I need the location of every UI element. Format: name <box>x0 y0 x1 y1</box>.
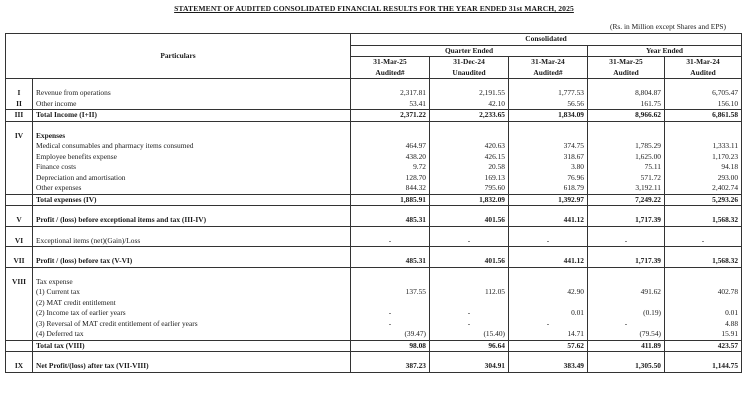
table-row <box>6 141 742 152</box>
row-label: Other income <box>33 99 351 110</box>
value-cell: 42.90 <box>509 287 588 298</box>
value-cell: 441.12 <box>509 256 588 267</box>
value-cell: 401.56 <box>430 256 509 267</box>
value-cell: 1,568.32 <box>665 256 742 267</box>
value-cell: 75.11 <box>588 162 665 173</box>
value-cell: 485.31 <box>351 215 430 226</box>
row-number: VIII <box>6 277 33 288</box>
empty-cell <box>665 121 742 131</box>
table-row <box>6 152 742 163</box>
empty-cell <box>665 267 742 277</box>
row-number: III <box>6 110 33 122</box>
value-cell: 1,717.39 <box>588 256 665 267</box>
empty-cell <box>351 206 430 216</box>
row-number: VII <box>6 256 33 267</box>
row-label: (2) MAT credit entitlement <box>33 298 351 309</box>
value-cell: - <box>509 319 588 330</box>
row-number <box>6 152 33 163</box>
row-number: V <box>6 215 33 226</box>
row-number <box>6 162 33 173</box>
value-cell: - <box>351 236 430 247</box>
value-cell <box>351 277 430 288</box>
row-label: (2) Income tax of earlier years <box>33 308 351 319</box>
value-cell: - <box>351 319 430 330</box>
empty-cell <box>509 267 588 277</box>
empty-cell <box>6 352 33 362</box>
empty-cell <box>665 352 742 362</box>
value-cell: 2,402.74 <box>665 183 742 194</box>
value-cell: 15.91 <box>665 329 742 340</box>
value-cell: 53.41 <box>351 99 430 110</box>
value-cell: 56.56 <box>509 99 588 110</box>
value-cell: 161.75 <box>588 99 665 110</box>
value-cell: - <box>588 236 665 247</box>
table-row <box>6 215 742 226</box>
table-row <box>6 329 742 340</box>
value-cell: 1,170.23 <box>665 152 742 163</box>
value-cell: 571.72 <box>588 173 665 184</box>
consolidated-header: Consolidated <box>351 34 742 46</box>
value-cell: 438.20 <box>351 152 430 163</box>
empty-cell <box>588 206 665 216</box>
value-cell: 844.32 <box>351 183 430 194</box>
value-cell: 383.49 <box>509 361 588 372</box>
financial-results-table <box>5 33 742 373</box>
value-cell: 156.10 <box>665 99 742 110</box>
empty-cell <box>6 206 33 216</box>
value-cell: 169.13 <box>430 173 509 184</box>
empty-cell <box>6 121 33 131</box>
value-cell: 2,317.81 <box>351 88 430 99</box>
row-label: Profit / (loss) before tax (V-VI) <box>33 256 351 267</box>
row-number <box>6 287 33 298</box>
value-cell: 1,834.09 <box>509 110 588 122</box>
table-row <box>6 277 742 288</box>
empty-cell <box>430 226 509 236</box>
value-cell: 401.56 <box>430 215 509 226</box>
value-cell: 318.67 <box>509 152 588 163</box>
value-cell: 618.79 <box>509 183 588 194</box>
value-cell: 423.57 <box>665 340 742 352</box>
period-header: 31-Mar-25 <box>588 57 665 68</box>
empty-cell <box>588 247 665 257</box>
value-cell: 304.91 <box>430 361 509 372</box>
value-cell: - <box>351 308 430 319</box>
empty-cell <box>588 79 665 89</box>
value-cell: 1,717.39 <box>588 215 665 226</box>
quarter-ended-header: Quarter Ended <box>351 45 588 57</box>
empty-cell <box>509 121 588 131</box>
value-cell: - <box>588 319 665 330</box>
value-cell: (0.19) <box>588 308 665 319</box>
value-cell: 8,966.62 <box>588 110 665 122</box>
row-number <box>6 308 33 319</box>
table-row <box>6 319 742 330</box>
empty-cell <box>509 352 588 362</box>
row-number <box>6 319 33 330</box>
empty-cell <box>430 267 509 277</box>
particulars-header: Particulars <box>6 34 351 79</box>
empty-cell <box>33 206 351 216</box>
empty-cell <box>6 247 33 257</box>
period-header: 31-Mar-24 <box>665 57 742 68</box>
value-cell: 4.88 <box>665 319 742 330</box>
empty-cell <box>6 79 33 89</box>
table-row <box>6 236 742 247</box>
value-cell: (79.54) <box>588 329 665 340</box>
empty-cell <box>588 352 665 362</box>
value-cell <box>509 131 588 142</box>
row-label: Other expenses <box>33 183 351 194</box>
value-cell: 8,804.87 <box>588 88 665 99</box>
value-cell: 96.64 <box>430 340 509 352</box>
empty-cell <box>430 121 509 131</box>
year-ended-header: Year Ended <box>588 45 742 57</box>
value-cell: 402.78 <box>665 287 742 298</box>
value-cell: (39.47) <box>351 329 430 340</box>
empty-cell <box>33 226 351 236</box>
row-label: Net Profit/(loss) after tax (VII-VIII) <box>33 361 351 372</box>
table-row <box>6 173 742 184</box>
empty-cell <box>588 226 665 236</box>
row-label: (4) Deferred tax <box>33 329 351 340</box>
empty-cell <box>588 267 665 277</box>
row-number <box>6 298 33 309</box>
value-cell: 293.00 <box>665 173 742 184</box>
value-cell: 1,885.91 <box>351 194 430 206</box>
row-number: VI <box>6 236 33 247</box>
audit-status: Audited <box>588 68 665 79</box>
row-label: (3) Reversal of MAT credit entitlement of earlier years <box>33 319 351 330</box>
value-cell: 1,144.75 <box>665 361 742 372</box>
value-cell: 137.55 <box>351 287 430 298</box>
period-header: 31-Mar-25 <box>351 57 430 68</box>
value-cell: 485.31 <box>351 256 430 267</box>
value-cell: 76.96 <box>509 173 588 184</box>
empty-cell <box>430 247 509 257</box>
row-label: Profit / (loss) before exceptional items and tax (III-IV) <box>33 215 351 226</box>
row-label: Revenue from operations <box>33 88 351 99</box>
empty-cell <box>351 352 430 362</box>
value-cell: 112.05 <box>430 287 509 298</box>
empty-cell <box>509 226 588 236</box>
table-row <box>6 256 742 267</box>
value-cell: 128.70 <box>351 173 430 184</box>
value-cell: - <box>430 236 509 247</box>
value-cell: 0.01 <box>509 308 588 319</box>
table-row <box>6 361 742 372</box>
row-label: (1) Current tax <box>33 287 351 298</box>
table-row <box>6 194 742 206</box>
empty-cell <box>665 206 742 216</box>
value-cell: 411.89 <box>588 340 665 352</box>
value-cell: 387.23 <box>351 361 430 372</box>
value-cell: 1,305.50 <box>588 361 665 372</box>
value-cell <box>430 298 509 309</box>
empty-cell <box>33 247 351 257</box>
value-cell: 57.62 <box>509 340 588 352</box>
value-cell: 1,392.97 <box>509 194 588 206</box>
row-label: Depreciation and amortisation <box>33 173 351 184</box>
value-cell <box>509 298 588 309</box>
value-cell: 94.18 <box>665 162 742 173</box>
row-number: I <box>6 88 33 99</box>
value-cell: 0.01 <box>665 308 742 319</box>
value-cell: 1,625.00 <box>588 152 665 163</box>
empty-cell <box>588 121 665 131</box>
row-label: Total expenses (IV) <box>33 194 351 206</box>
value-cell: 20.58 <box>430 162 509 173</box>
empty-cell <box>6 226 33 236</box>
row-label: Medical consumables and pharmacy items consumed <box>33 141 351 152</box>
value-cell: 2,371.22 <box>351 110 430 122</box>
value-cell: 1,333.11 <box>665 141 742 152</box>
value-cell: 98.08 <box>351 340 430 352</box>
row-number <box>6 340 33 352</box>
table-row <box>6 162 742 173</box>
row-label: Employee benefits expense <box>33 152 351 163</box>
row-label: Finance costs <box>33 162 351 173</box>
table-row <box>6 287 742 298</box>
empty-cell <box>351 267 430 277</box>
value-cell: 441.12 <box>509 215 588 226</box>
empty-cell <box>430 206 509 216</box>
period-header: 31-Dec-24 <box>430 57 509 68</box>
empty-cell <box>351 121 430 131</box>
empty-cell <box>33 121 351 131</box>
audit-status: Audited# <box>509 68 588 79</box>
table-row <box>6 88 742 99</box>
value-cell: 1,568.32 <box>665 215 742 226</box>
row-number <box>6 173 33 184</box>
table-row <box>6 99 742 110</box>
value-cell <box>588 277 665 288</box>
value-cell: 2,191.55 <box>430 88 509 99</box>
value-cell: 1,777.53 <box>509 88 588 99</box>
row-label: Total tax (VIII) <box>33 340 351 352</box>
value-cell: - <box>509 236 588 247</box>
table-row <box>6 298 742 309</box>
audit-status: Audited <box>665 68 742 79</box>
value-cell: 6,861.58 <box>665 110 742 122</box>
value-cell: 795.60 <box>430 183 509 194</box>
value-cell <box>430 131 509 142</box>
empty-cell <box>509 247 588 257</box>
value-cell: 491.62 <box>588 287 665 298</box>
audit-status: Unaudited <box>430 68 509 79</box>
value-cell: 2,233.65 <box>430 110 509 122</box>
value-cell: 1,832.09 <box>430 194 509 206</box>
row-label: Total Income (I+II) <box>33 110 351 122</box>
empty-cell <box>509 206 588 216</box>
row-number <box>6 141 33 152</box>
empty-cell <box>665 226 742 236</box>
empty-cell <box>33 267 351 277</box>
value-cell: - <box>430 319 509 330</box>
value-cell: 42.10 <box>430 99 509 110</box>
row-label: Expenses <box>33 131 351 142</box>
empty-cell <box>351 247 430 257</box>
value-cell <box>588 298 665 309</box>
value-cell: 3.80 <box>509 162 588 173</box>
value-cell: 420.63 <box>430 141 509 152</box>
value-cell: - <box>665 236 742 247</box>
audit-status: Audited# <box>351 68 430 79</box>
empty-cell <box>430 79 509 89</box>
value-cell <box>665 298 742 309</box>
empty-cell <box>351 79 430 89</box>
empty-cell <box>665 79 742 89</box>
table-row <box>6 110 742 122</box>
value-cell: 374.75 <box>509 141 588 152</box>
value-cell: 426.15 <box>430 152 509 163</box>
value-cell: 7,249.22 <box>588 194 665 206</box>
units-note: (Rs. in Million except Shares and EPS) <box>610 22 726 31</box>
row-label: Tax expense <box>33 277 351 288</box>
value-cell: 14.71 <box>509 329 588 340</box>
empty-cell <box>33 352 351 362</box>
table-row <box>6 308 742 319</box>
value-cell: 5,293.26 <box>665 194 742 206</box>
empty-cell <box>33 79 351 89</box>
empty-cell <box>6 267 33 277</box>
value-cell <box>351 131 430 142</box>
value-cell <box>430 277 509 288</box>
table-row <box>6 340 742 352</box>
value-cell <box>509 277 588 288</box>
value-cell: 464.97 <box>351 141 430 152</box>
table-row <box>6 131 742 142</box>
value-cell: 1,785.29 <box>588 141 665 152</box>
value-cell <box>665 277 742 288</box>
statement-title: STATEMENT OF AUDITED CONSOLIDATED FINANCIAL RESULTS FOR THE YEAR ENDED 31st MARCH, 2025 <box>174 4 574 13</box>
row-number: II <box>6 99 33 110</box>
value-cell: 9.72 <box>351 162 430 173</box>
row-number <box>6 183 33 194</box>
value-cell: 3,192.11 <box>588 183 665 194</box>
value-cell <box>351 298 430 309</box>
value-cell <box>588 131 665 142</box>
value-cell: (15.40) <box>430 329 509 340</box>
row-number: IV <box>6 131 33 142</box>
row-number <box>6 329 33 340</box>
period-header: 31-Mar-24 <box>509 57 588 68</box>
table-row <box>6 183 742 194</box>
value-cell: - <box>430 308 509 319</box>
value-cell: 6,705.47 <box>665 88 742 99</box>
row-label: Exceptional items (net)(Gain)/Loss <box>33 236 351 247</box>
empty-cell <box>351 226 430 236</box>
empty-cell <box>509 79 588 89</box>
empty-cell <box>430 352 509 362</box>
value-cell <box>665 131 742 142</box>
empty-cell <box>665 247 742 257</box>
row-number <box>6 194 33 206</box>
row-number: IX <box>6 361 33 372</box>
